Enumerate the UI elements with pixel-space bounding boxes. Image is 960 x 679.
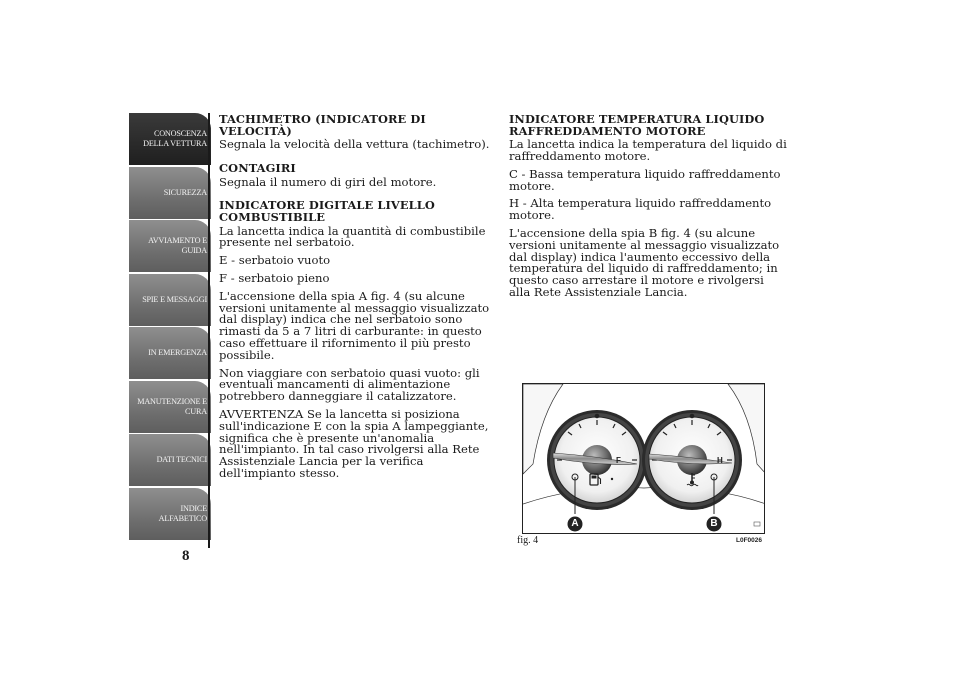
paragraph: L'accensione della spia A fig. 4 (su alcune versioni unitamente al messaggio visualizzato dal display) indica che nel serbatoio sono rimasti da 5 a 7 litri di carburante: in questo caso effettuare il rifornimento il più presto possibile. [219,288,490,362]
margin-rule [208,113,210,548]
fuel-gauge [547,410,647,510]
callout-label-a: A [571,518,579,529]
section-title-temperatura-liquido: INDICATORE TEMPERATURA LIQUIDO RAFFREDDAMENTO MOTORE [509,112,765,138]
tab-manutenzione-e-cura[interactable] [129,381,211,433]
tab-label: AVVIAMENTO E GUIDA [148,236,207,255]
paragraph: L'accensione della spia B fig. 4 (su alcune versioni unitamente al messaggio visualizzato dal display) indica l'aumento eccessivo della temperatura del liquido di raffreddamento; in questo caso arrestare il motore e rivolgersi alla Rete Assistenziale Lancia. [509,225,780,299]
left-column [219,114,496,486]
tab-indice-alfabetico[interactable] [129,488,211,540]
tab-sicurezza[interactable] [129,167,211,219]
warning-paragraph: AVVERTENZA Se la lancetta si posiziona sull'indicazione E con la spia A lampeggiante, significa che è presente un'anomalia nell'impianto. In tal caso rivolgersi alla Rete Assistenziale Lancia per la verifica dell'impianto stesso. [219,406,489,480]
tab-label: MANUTENZIONE E CURA [137,396,207,416]
paragraph: Non viaggiare con serbatoio quasi vuoto: gli eventuali mancamenti di alimentazione potrebbero danneggiare il catalizzatore. [219,365,480,404]
page-number: 8 [182,548,190,564]
tab-label: DATI TECNICI [156,455,207,464]
paragraph: La lancetta indica la quantità di combustibile presente nel serbatoio. [219,223,486,250]
tab-spie-e-messaggi[interactable] [129,274,211,326]
tab-label: IN EMERGENZA [148,348,207,357]
gauges-illustration [523,384,765,534]
tab-label: SICUREZZA [163,187,207,197]
callout-label-b: B [710,518,718,529]
paragraph: H - Alta temperatura liquido raffreddamento motore. [509,196,772,223]
svg-text:H: H [717,456,723,465]
section-title-indicatore-combustibile: INDICATORE DIGITALE LIVELLO COMBUSTIBILE [219,198,435,224]
temperature-gauge [642,410,742,510]
svg-text:F: F [616,456,621,465]
figure-code: L0F0026 [736,537,763,544]
gauges-figure [522,383,765,534]
right-column [509,114,787,305]
paragraph: Segnala il numero di giri del motore. [219,174,437,189]
paragraph: F - serbatoio pieno [219,270,330,285]
section-title-contagiri: CONTAGIRI [219,160,296,175]
section-title-tachimetro: TACHIMETRO (INDICATORE DI VELOCITÀ) [219,112,426,138]
tab-conoscenza-della-vettura[interactable] [129,113,211,165]
chapter-tabs [129,113,211,541]
tab-in-emergenza[interactable] [129,327,211,379]
tab-dati-tecnici[interactable] [129,434,211,486]
tab-avviamento-e-guida[interactable] [129,220,211,272]
paragraph: La lancetta indica la temperatura del liquido di raffreddamento motore. [509,137,787,163]
paragraph: Segnala la velocità della vettura (tachimetro). [219,137,490,152]
paragraph: E - serbatoio vuoto [219,253,331,268]
tab-label: SPIE E MESSAGGI [142,294,207,304]
paragraph: C - Bassa temperatura liquido raffreddamento motore. [509,166,781,193]
figure-caption: fig. 4 [517,535,539,546]
tab-label: INDICE ALFABETICO [158,503,207,523]
tab-label: CONOSCENZA DELLA VETTURA [143,129,207,148]
